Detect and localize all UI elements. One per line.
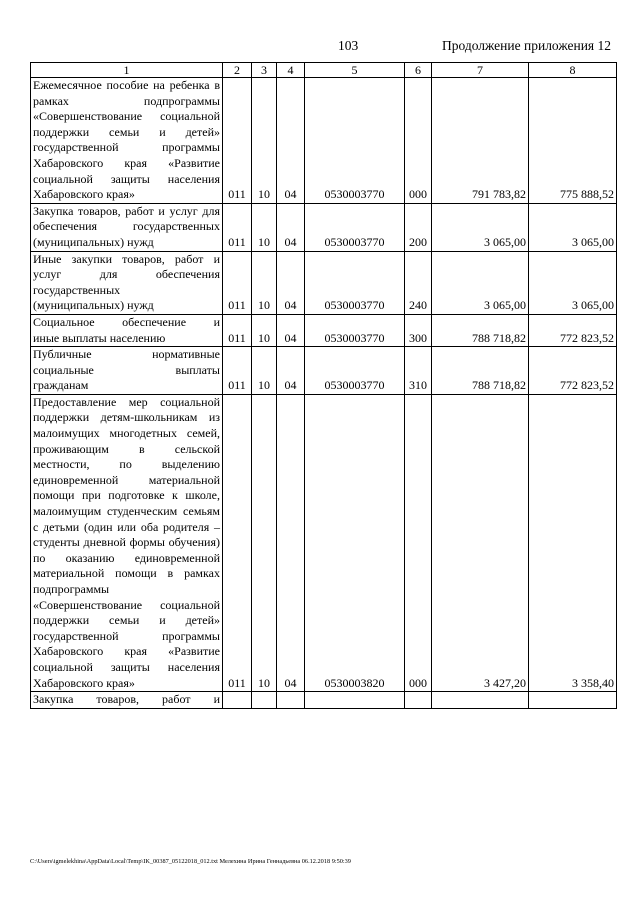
amount-2019-cell: 788 718,82 — [432, 314, 529, 346]
row-description-text: Ежемесячное пособие на ребенка в рамках подпрограммы «Совершенствование социальной поддержки семьи и детей» государственной программы Хабаровского края «Развитие социальной защиты населения — [33, 78, 220, 186]
amount-2020-cell: 775 888,52 — [529, 78, 617, 204]
row-description — [31, 314, 223, 346]
amount-2020-cell: 772 823,52 — [529, 314, 617, 346]
row-description — [31, 347, 223, 395]
table-row — [31, 347, 617, 395]
column-number: 5 — [305, 63, 405, 78]
subsection-code-cell: 04 — [277, 78, 305, 204]
amount-2019-cell — [432, 692, 529, 709]
section-code-cell: 10 — [252, 347, 277, 395]
expense-type-cell: 200 — [405, 203, 432, 251]
target-article-cell: 0530003770 — [305, 203, 405, 251]
table-row — [31, 692, 617, 709]
column-number: 8 — [529, 63, 617, 78]
file-path-footer: C:\Users\igmelekhina\AppData\Local\Temp\IK_00387_05122018_012.txt Мелехина Ирина Геннадьевна 06.12.2018 9:50:39 — [30, 858, 351, 865]
section-code-cell — [252, 692, 277, 709]
amount-2019-cell: 3 427,20 — [432, 394, 529, 691]
expense-type-cell: 000 — [405, 78, 432, 204]
table-row — [31, 78, 617, 204]
row-description-last-line: Хабаровского края» — [33, 675, 135, 690]
row-description-text: Социальное обеспечение и — [33, 314, 220, 329]
row-description-text: Иные закупки товаров, работ и услуг для обеспечения государственных — [33, 251, 220, 297]
column-number-row — [31, 63, 617, 78]
amount-2019-cell: 788 718,82 — [432, 347, 529, 395]
subsection-code-cell: 04 — [277, 203, 305, 251]
table-row — [31, 251, 617, 314]
appendix-continuation-label: Продолжение приложения 12 — [442, 38, 612, 53]
target-article-cell: 0530003770 — [305, 251, 405, 314]
subsection-code-cell: 04 — [277, 347, 305, 395]
expense-type-cell: 240 — [405, 251, 432, 314]
ministry-code-cell: 011 — [223, 394, 252, 691]
amount-2019-cell: 3 065,00 — [432, 203, 529, 251]
ministry-code-cell: 011 — [223, 203, 252, 251]
row-description-text: Публичные нормативные социальные выплаты — [33, 347, 220, 377]
expense-type-cell: 310 — [405, 347, 432, 395]
section-code-cell: 10 — [252, 394, 277, 691]
section-code-cell: 10 — [252, 78, 277, 204]
row-description-last-line: гражданам — [33, 378, 89, 393]
page-number: 103 — [338, 38, 359, 53]
ministry-code-cell: 011 — [223, 78, 252, 204]
row-description — [31, 692, 223, 709]
ministry-code-cell: 011 — [223, 251, 252, 314]
amount-2020-cell: 3 065,00 — [529, 203, 617, 251]
subsection-code-cell: 04 — [277, 314, 305, 346]
column-number: 3 — [252, 63, 277, 78]
column-number: 1 — [31, 63, 223, 78]
amount-2019-cell: 791 783,82 — [432, 78, 529, 204]
row-description-last-line: иные выплаты населению — [33, 330, 166, 345]
row-description-last-line: (муниципальных) нужд — [33, 298, 154, 313]
table-row — [31, 394, 617, 691]
section-code-cell: 10 — [252, 203, 277, 251]
expense-type-cell: 300 — [405, 314, 432, 346]
row-description — [31, 203, 223, 251]
column-number: 4 — [277, 63, 305, 78]
expense-type-cell: 000 — [405, 394, 432, 691]
amount-2020-cell: 3 065,00 — [529, 251, 617, 314]
column-number: 7 — [432, 63, 529, 78]
amount-2020-cell — [529, 692, 617, 709]
section-code-cell: 10 — [252, 314, 277, 346]
row-description — [31, 394, 223, 691]
amount-2020-cell: 772 823,52 — [529, 347, 617, 395]
section-code-cell: 10 — [252, 251, 277, 314]
amount-2019-cell: 3 065,00 — [432, 251, 529, 314]
ministry-code-cell: 011 — [223, 347, 252, 395]
column-number: 2 — [223, 63, 252, 78]
target-article-cell: 0530003820 — [305, 394, 405, 691]
ministry-code-cell: 011 — [223, 314, 252, 346]
table-row — [31, 203, 617, 251]
target-article-cell — [305, 692, 405, 709]
amount-2020-cell: 3 358,40 — [529, 394, 617, 691]
expense-type-cell — [405, 692, 432, 709]
target-article-cell: 0530003770 — [305, 314, 405, 346]
subsection-code-cell: 04 — [277, 251, 305, 314]
budget-table — [30, 62, 617, 709]
column-number: 6 — [405, 63, 432, 78]
row-description-last-line: (муниципальных) нужд — [33, 234, 154, 249]
row-description-last-line: Хабаровского края» — [33, 187, 135, 202]
table-row — [31, 314, 617, 346]
target-article-cell: 0530003770 — [305, 347, 405, 395]
row-description-text: Закупка товаров, работ и — [33, 692, 220, 707]
subsection-code-cell — [277, 692, 305, 709]
row-description-text: Закупка товаров, работ и услуг для обеспечения государственных — [33, 203, 220, 234]
row-description-text: Предоставление мер социальной поддержки детям-школьникам из малоимущих многодетных семей, проживающим в сельской местности, по выделению единовременной материальной помощи при подготовке к школе, малоимущим студенческим семьям с детьми (один или оба родителя – студенты дневной формы обучения) по оказанию единовременной материальной помощи в рамках подпрограммы «Совершенствование социальной поддержки семьи и детей» государственной программы Хабаровского края «Развитие социальной защиты населения — [33, 394, 220, 674]
row-description — [31, 251, 223, 314]
subsection-code-cell: 04 — [277, 394, 305, 691]
row-description — [31, 78, 223, 204]
ministry-code-cell — [223, 692, 252, 709]
target-article-cell: 0530003770 — [305, 78, 405, 204]
